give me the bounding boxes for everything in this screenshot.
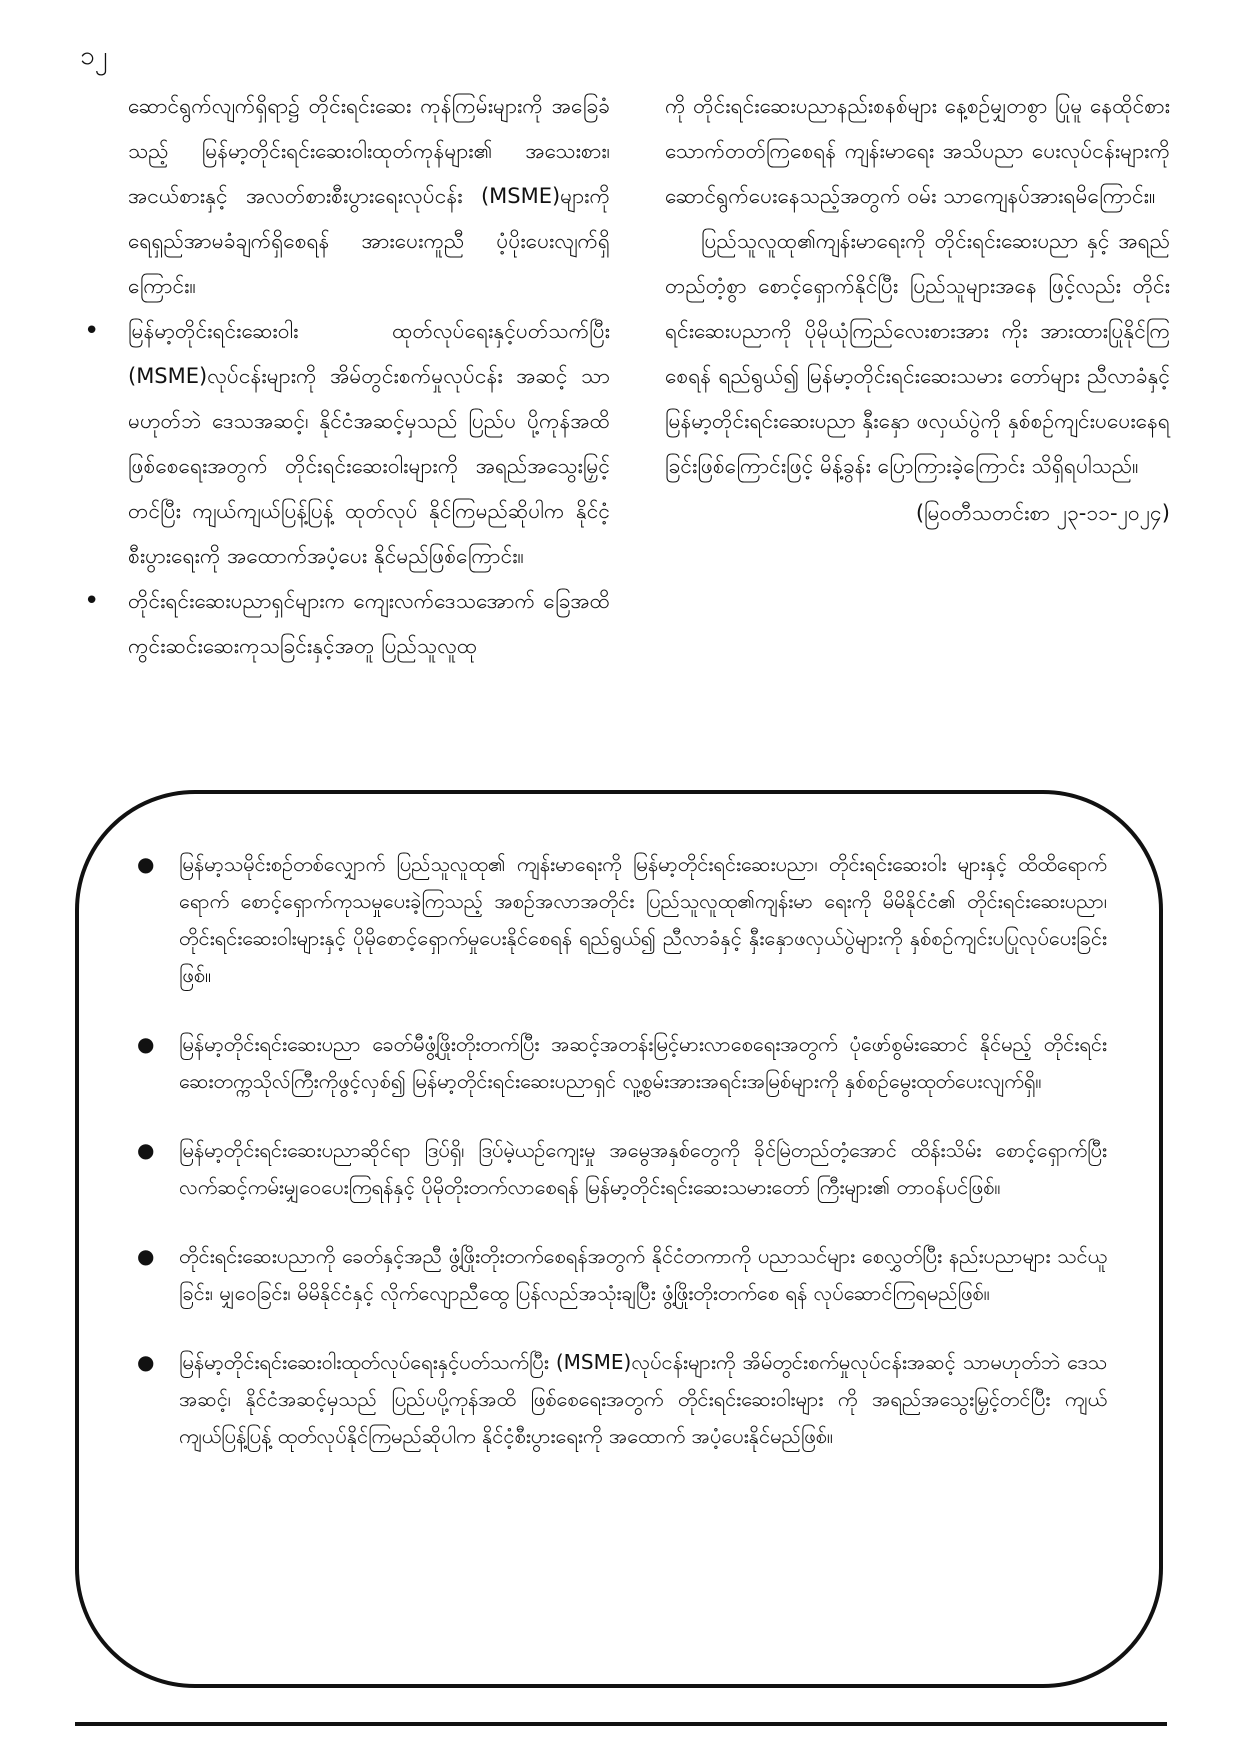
summary-item-1: ● မြန်မာ့သမိုင်းစဉ်တစ်လျှောက် ပြည်သူလူထု၏ ကျန်းမာရေးကို မြန်မာ့တိုင်းရင်းဆေးပညာ၊ တိုင်းရင်းဆေးဝါး များနှင့် ထိထိရောက်ရောက် စောင့်ရှောက်ကုသမှုပေးခဲ့ကြသည့် အစဉ်အလာအတိုင်း ပြည်သူလူထု၏ကျန်းမာ ရေးကို မိမိနိုင်ငံ၏ တိုင်းရင်းဆေးပညာ၊ တိုင်းရင်းဆေးဝါးများနှင့် ပိုမိုစောင့်ရှောက်မှုပေးနိုင်စေရန် ရည်ရွယ်၍ ညီလာခံနှင့် နှီးနှောဖလှယ်ပွဲများကို နှစ်စဉ်ကျင်းပပြုလုပ်ပေးခြင်းဖြစ်။ — [137, 846, 1107, 994]
summary-list — [137, 846, 1107, 1455]
right-body-paragraph: ပြည်သူလူထု၏ကျန်းမာရေးကို တိုင်းရင်းဆေးပညာ နှင့် အရည်တည်တံ့စွာ စောင့်ရှောက်နိုင်ပြီး ပြည်သူများအနေ ဖြင့်လည်း တိုင်းရင်းဆေးပညာကို ပိုမိုယုံကြည်လေးစားအား ကိုး အားထားပြုနိုင်ကြစေရန် ရည်ရွယ်၍ မြန်မာ့တိုင်းရင်းဆေးသမား တော်များ ညီလာခံနှင့် မြန်မာ့တိုင်းရင်းဆေးပညာ နှီးနှော ဖလှယ်ပွဲကို နှစ်စဉ်ကျင်းပပေးနေရခြင်းဖြစ်ကြောင်းဖြင့် မိန့်ခွန်း ပြောကြားခဲ့ကြောင်း သိရှိရပါသည်။ — [665, 229, 1170, 478]
left-bullet-list — [80, 309, 610, 669]
right-continuation-paragraph: ကို တိုင်းရင်းဆေးပညာနည်းစနစ်များ နေ့စဉ်မျှတစွာ ပြုမူ နေထိုင်စားသောက်တတ်ကြစေရန် ကျန်းမာရေး အသိပညာ ပေးလုပ်ငန်းများကို ဆောင်ရွက်ပေးနေသည့်အတွက် ဝမ်း သာကျေနပ်အားရမိကြောင်း။ — [665, 94, 1170, 208]
bottom-divider — [75, 1722, 1167, 1726]
bullet-item-field-treatment: • တိုင်းရင်းဆေးပညာရှင်များက ကျေးလက်ဒေသအောက် ခြေအထိ ကွင်းဆင်းဆေးကုသခြင်းနှင့်အတူ ပြည်သူလူထု — [80, 579, 610, 669]
summary-item-3: ● မြန်မာ့တိုင်းရင်းဆေးပညာဆိုင်ရာ ဒြပ်ရှိ၊ ဒြပ်မဲ့ယဉ်ကျေးမှု အမွေအနှစ်တွေကို ခိုင်မြဲတည်တံ့အောင် ထိန်းသိမ်း စောင့်ရှောက်ပြီး လက်ဆင့်ကမ်းမျှဝေပေးကြရန်နှင့် ပိုမိုတိုးတက်လာစေရန် မြန်မာ့တိုင်းရင်းဆေးသမားတော် ကြီးများ၏ တာဝန်ပင်ဖြစ်။ — [137, 1132, 1107, 1206]
left-continuation-paragraph: ဆောင်ရွက်လျက်ရှိရာ၌ တိုင်းရင်းဆေး ကုန်ကြမ်းများကို အခြေခံသည့် မြန်မာ့တိုင်းရင်းဆေးဝါးထုတ်ကုန်များ၏ အသေးစား၊ အငယ်စားနှင့် အလတ်စားစီးပွားရေးလုပ်ငန်း (MSME)များကို ရေရှည်အာမခံချက်ရှိစေရန် အားပေးကူညီ ပံ့ပိုးပေးလျက်ရှိကြောင်း။ — [128, 94, 610, 298]
right-column — [665, 84, 1170, 536]
news-source-citation: (မြဝတီသတင်းစာ ၂၃-၁၁-၂၀၂၄) — [915, 501, 1170, 525]
summary-item-2: ● မြန်မာ့တိုင်းရင်းဆေးပညာ ခေတ်မီဖွံ့ဖြိုးတိုးတက်ပြီး အဆင့်အတန်းမြင့်မားလာစေရေးအတွက် ပုံဖော်စွမ်းဆောင် နိုင်မည့် တိုင်းရင်းဆေးတက္ကသိုလ်ကြီးကိုဖွင့်လှစ်၍ မြန်မာ့တိုင်းရင်းဆေးပညာရှင် လူ့စွမ်းအားအရင်းအမြစ်များကို နှစ်စဉ်မွေးထုတ်ပေးလျက်ရှိ။ — [137, 1026, 1107, 1100]
summary-item-5: ● မြန်မာ့တိုင်းရင်းဆေးဝါးထုတ်လုပ်ရေးနှင့်ပတ်သက်ပြီး (MSME)လုပ်ငန်းများကို အိမ်တွင်းစက်မှုလုပ်ငန်းအဆင့် သာမဟုတ်ဘဲ ဒေသအဆင့်၊ နိုင်ငံအဆင့်မှသည် ပြည်ပပို့ကုန်အထိ ဖြစ်စေရေးအတွက် တိုင်းရင်းဆေးဝါးများ ကို အရည်အသွေးမြှင့်တင်ပြီး ကျယ်ကျယ်ပြန့်ပြန့် ထုတ်လုပ်နိုင်ကြမည်ဆိုပါက နိုင်ငံ့စီးပွားရေးကို အထောက် အပံ့ပေးနိုင်မည်ဖြစ်။ — [137, 1344, 1107, 1455]
left-column — [80, 84, 610, 669]
summary-box — [75, 790, 1163, 1688]
page-number: ၁၂ — [80, 41, 108, 71]
summary-item-4: ● တိုင်းရင်းဆေးပညာကို ခေတ်နှင့်အညီ ဖွံ့ဖြိုးတိုးတက်စေရန်အတွက် နိုင်ငံတကာကို ပညာသင်များ စေလွှတ်ပြီး နည်းပညာများ သင်ယူခြင်း၊ မျှဝေခြင်း၊ မိမိနိုင်ငံနှင့် လိုက်လျောညီထွေ ပြန်လည်အသုံးချပြီး ဖွံ့ဖြိုးတိုးတက်စေ ရန် လုပ်ဆောင်ကြရမည်ဖြစ်။ — [137, 1238, 1107, 1312]
bullet-item-msme: • မြန်မာ့တိုင်းရင်းဆေးဝါး ထုတ်လုပ်ရေးနှင့်ပတ်သက်ပြီး (MSME)လုပ်ငန်းများကို အိမ်တွင်းစက်မှုလုပ်ငန်း အဆင့် သာမဟုတ်ဘဲ ဒေသအဆင့်၊ နိုင်ငံအဆင့်မှသည် ပြည်ပ ပို့ကုန်အထိ ဖြစ်စေရေးအတွက် တိုင်းရင်းဆေးဝါးများကို အရည်အသွေးမြှင့်တင်ပြီး ကျယ်ကျယ်ပြန့်ပြန့် ထုတ်လုပ် နိုင်ကြမည်ဆိုပါက နိုင်ငံ့စီးပွားရေးကို အထောက်အပံ့ပေး နိုင်မည်ဖြစ်ကြောင်း။ — [80, 309, 610, 579]
